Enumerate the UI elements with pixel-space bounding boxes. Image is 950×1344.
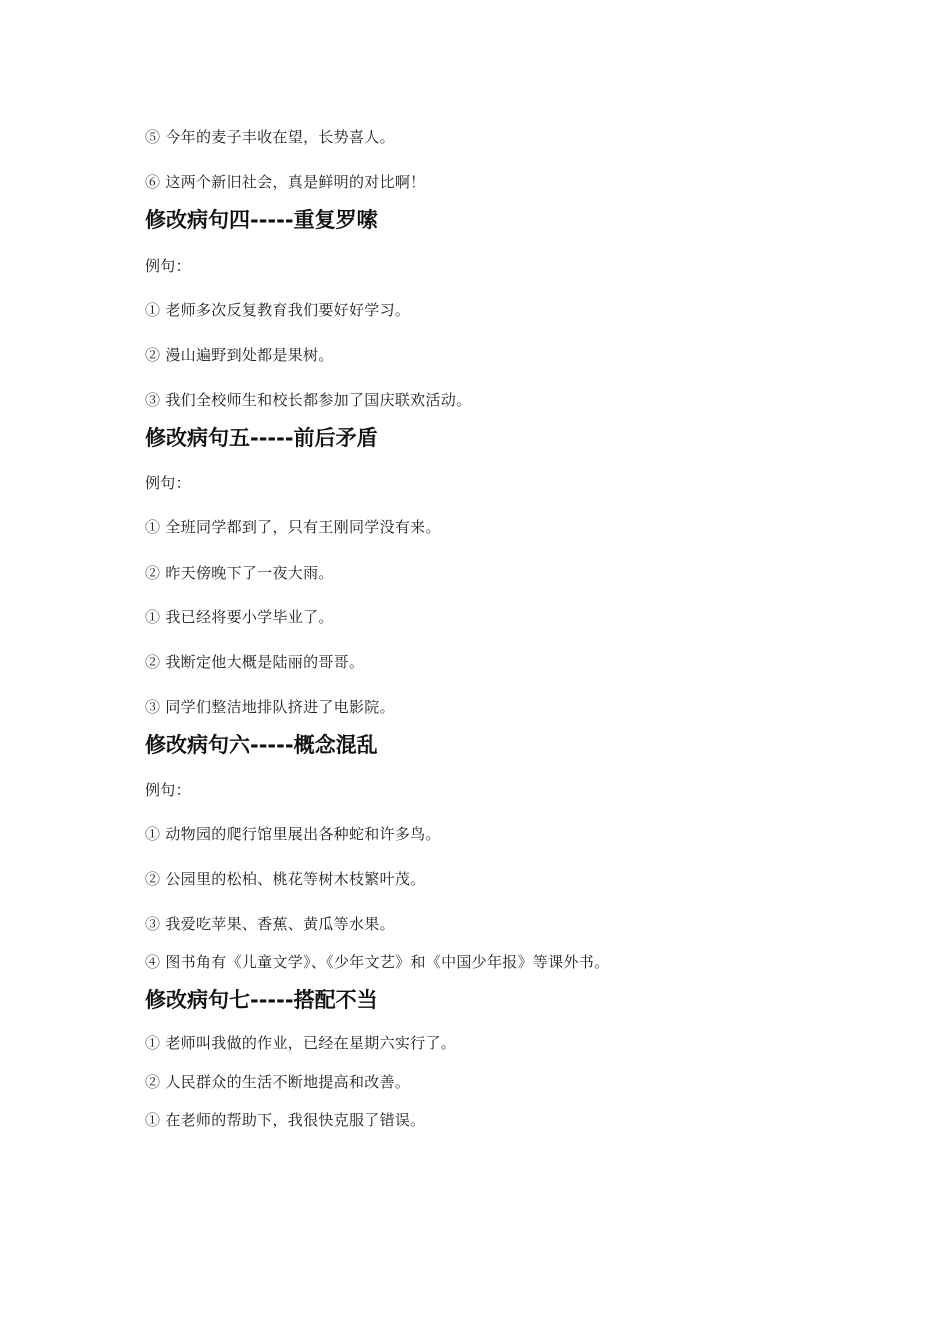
example-label: 例句： <box>145 781 191 799</box>
sentence-item: ① 老师多次反复教育我们要好好学习。 <box>145 301 411 319</box>
sentence-item: ① 我已经将要小学毕业了。 <box>145 608 334 626</box>
sentence-item: ⑥ 这两个新旧社会，真是鲜明的对比啊！ <box>145 173 426 191</box>
section-heading: 修改病句七-----搭配不当 <box>145 988 378 1012</box>
section-heading: 修改病句四-----重复罗嗦 <box>145 208 378 232</box>
sentence-item: ① 在老师的帮助下，我很快克服了错误。 <box>145 1111 426 1129</box>
sentence-item: ② 漫山遍野到处都是果树。 <box>145 346 334 364</box>
sentence-item: ③ 我爱吃苹果、香蕉、黄瓜等水果。 <box>145 915 395 933</box>
sentence-item: ⑤ 今年的麦子丰收在望，长势喜人。 <box>145 128 395 146</box>
sentence-item: ② 公园里的松柏、桃花等树木枝繁叶茂。 <box>145 870 426 888</box>
sentence-item: ① 全班同学都到了，只有王刚同学没有来。 <box>145 518 441 536</box>
sentence-item: ① 老师叫我做的作业，已经在星期六实行了。 <box>145 1034 457 1052</box>
section-heading: 修改病句六-----概念混乱 <box>145 733 378 757</box>
sentence-item: ① 动物园的爬行馆里展出各种蛇和许多鸟。 <box>145 825 441 843</box>
sentence-item: ② 人民群众的生活不断地提高和改善。 <box>145 1073 411 1091</box>
sentence-item: ④ 图书角有《儿童文学》、《少年文艺》和《中国少年报》等课外书。 <box>145 953 610 971</box>
sentence-item: ③ 我们全校师生和校长都参加了国庆联欢活动。 <box>145 391 472 409</box>
example-label: 例句： <box>145 257 191 275</box>
example-label: 例句： <box>145 474 191 492</box>
sentence-item: ② 昨天傍晚下了一夜大雨。 <box>145 564 334 582</box>
sentence-item: ③ 同学们整洁地排队挤进了电影院。 <box>145 698 395 716</box>
sentence-item: ② 我断定他大概是陆丽的哥哥。 <box>145 653 365 671</box>
section-heading: 修改病句五-----前后矛盾 <box>145 426 378 450</box>
